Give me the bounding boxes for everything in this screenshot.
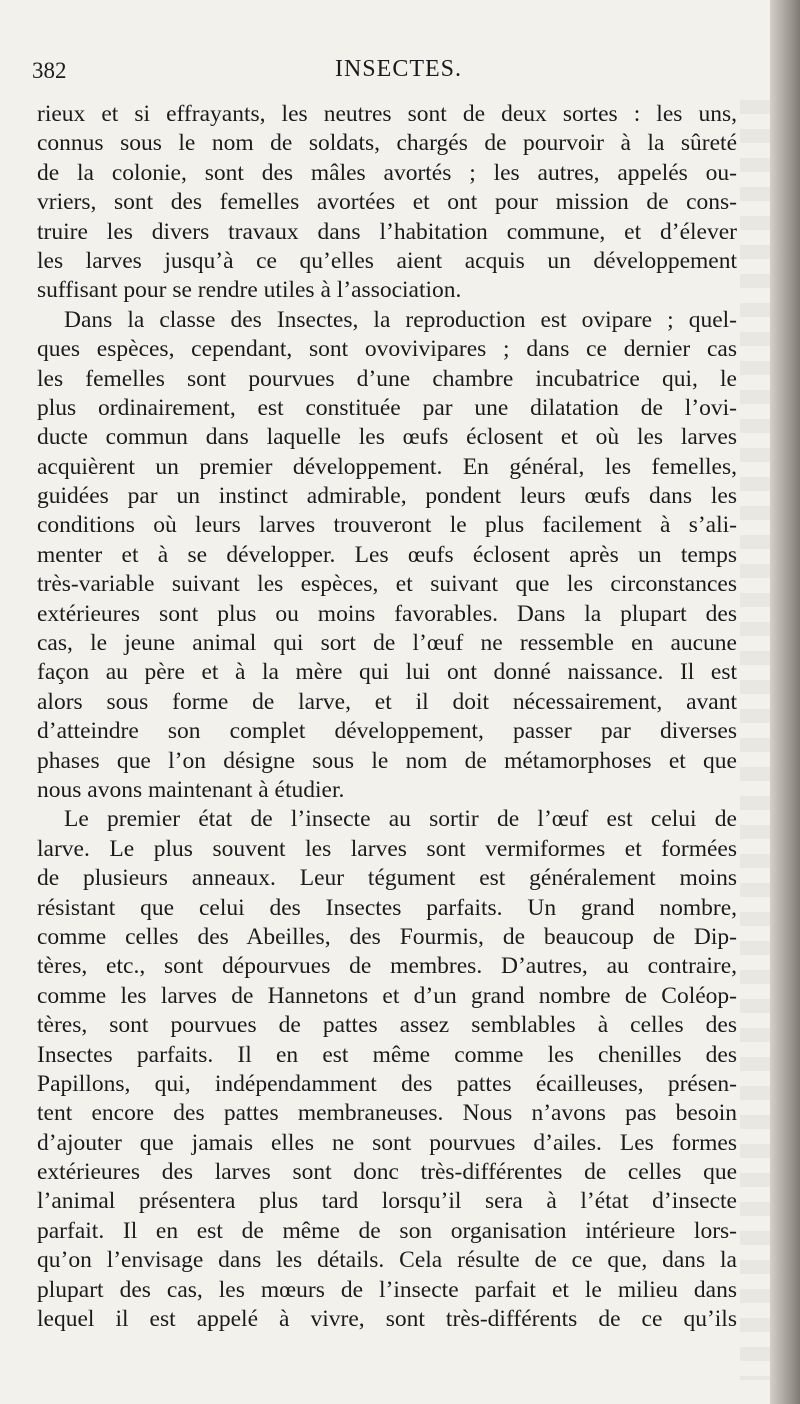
text-line: plupart des cas, les mœurs de l’insecte parfait et le milieu dans bbox=[37, 1276, 737, 1303]
text-line: suffisant pour se rendre utiles à l’association. bbox=[37, 277, 462, 304]
text-line: cas, le jeune animal qui sort de l’œuf ne ressemble en aucune bbox=[37, 630, 737, 657]
text-line: acquièrent un premier développement. En général, les femelles, bbox=[37, 453, 737, 480]
running-title: INSECTES. bbox=[334, 56, 462, 82]
text-line: vriers, sont des femelles avortées et ont pour mission de cons- bbox=[37, 189, 737, 216]
text-line: comme les larves de Hannetons et d’un grand nombre de Coléop- bbox=[37, 982, 737, 1009]
text-line: parfait. Il en est de même de son organisation intérieure lors- bbox=[37, 1217, 737, 1244]
book-gutter bbox=[770, 0, 800, 1404]
text-line: très-variable suivant les espèces, et suivant que les circonstances bbox=[37, 571, 737, 598]
text-line: d’ajouter que jamais elles ne sont pourvues d’ailes. Les formes bbox=[37, 1129, 737, 1156]
text-line: Le premier état de l’insecte au sortir de l’œuf est celui de bbox=[64, 806, 737, 833]
text-line: phases que l’on désigne sous le nom de métamorphoses et que bbox=[37, 747, 737, 774]
page-header bbox=[32, 52, 740, 92]
text-line: conditions où leurs larves trouveront le plus facilement à s’ali- bbox=[37, 512, 737, 539]
page-number: 382 bbox=[32, 58, 67, 83]
text-line: lequel il est appelé à vivre, sont très-différents de ce qu’ils bbox=[37, 1306, 737, 1333]
text-line: alors sous forme de larve, et il doit nécessairement, avant bbox=[37, 688, 737, 715]
text-line: Insectes parfaits. Il en est même comme les chenilles des bbox=[37, 1041, 737, 1068]
text-line: tères, sont pourvues de pattes assez semblables à celles des bbox=[37, 1012, 737, 1039]
text-line: Dans la classe des Insectes, la reproduction est ovipare ; quel- bbox=[64, 306, 737, 333]
text-line: guidées par un instinct admirable, pondent leurs œufs dans les bbox=[37, 483, 737, 510]
text-line: l’animal présentera plus tard lorsqu’il sera à l’état d’insecte bbox=[37, 1188, 737, 1215]
text-line: façon au père et à la mère qui lui ont donné naissance. Il est bbox=[37, 659, 737, 686]
text-line: extérieures des larves sont donc très-différentes de celles que bbox=[37, 1159, 737, 1186]
text-line: nous avons maintenant à étudier. bbox=[37, 776, 345, 803]
text-line: de plusieurs anneaux. Leur tégument est généralement moins bbox=[37, 865, 737, 892]
text-line: résistant que celui des Insectes parfaits. Un grand nombre, bbox=[37, 894, 737, 921]
text-line: truire les divers travaux dans l’habitation commune, et d’élever bbox=[37, 218, 737, 245]
text-line: tères, etc., sont dépourvues de membres. D’autres, au contraire, bbox=[37, 953, 737, 980]
text-line: rieux et si effrayants, les neutres sont de deux sortes : les uns, bbox=[37, 101, 737, 127]
text-line: les femelles sont pourvues d’une chambre incubatrice qui, le bbox=[37, 365, 737, 392]
text-line: larve. Le plus souvent les larves sont vermiformes et formées bbox=[37, 835, 737, 862]
text-line: tent encore des pattes membraneuses. Nous n’avons pas besoin bbox=[37, 1100, 737, 1127]
text-line: d’atteindre son complet développement, passer par diverses bbox=[37, 718, 737, 745]
text-line: Papillons, qui, indépendamment des pattes écailleuses, présen- bbox=[37, 1070, 737, 1097]
text-line: menter et à se développer. Les œufs éclosent après un temps bbox=[37, 541, 737, 568]
text-line: connus sous le nom de soldats, chargés de pourvoir à la sûreté bbox=[37, 130, 737, 157]
text-line: ques espèces, cependant, sont ovovivipares ; dans ce dernier cas bbox=[37, 336, 737, 363]
text-line: plus ordinairement, est constituée par une dilatation de l’ovi- bbox=[37, 394, 737, 421]
text-line: ducte commun dans laquelle les œufs éclosent et où les larves bbox=[37, 424, 737, 451]
text-line: extérieures sont plus ou moins favorables. Dans la plupart des bbox=[37, 600, 737, 627]
text-line: de la colonie, sont des mâles avortés ; les autres, appelés ou- bbox=[37, 159, 737, 186]
show-through-margin bbox=[740, 100, 770, 1380]
text-line: comme celles des Abeilles, des Fourmis, de beaucoup de Dip- bbox=[37, 923, 737, 950]
text-line: les larves jusqu’à ce qu’elles aient acquis un développement bbox=[37, 247, 737, 274]
body-text bbox=[37, 100, 737, 1334]
text-line: qu’on l’envisage dans les détails. Cela résulte de ce que, dans la bbox=[37, 1247, 737, 1274]
